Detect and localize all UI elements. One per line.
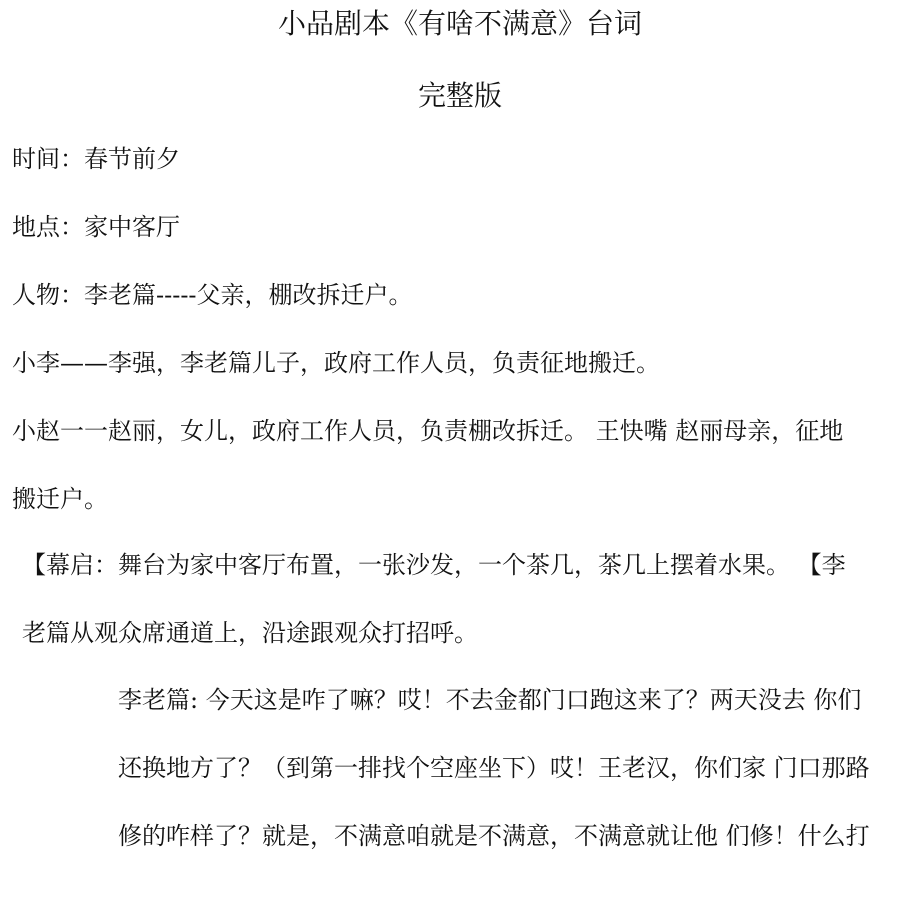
character-line: 搬迁户。 — [12, 485, 108, 513]
document-subtitle: 完整版 — [417, 79, 502, 112]
dialogue-line: 还换地方了？（到第一排找个空座坐下）哎！王老汉，你们家 门口那路 — [118, 754, 870, 782]
dialogue-line: 修的咋样了？就是，不满意咱就是不满意，不满意就让他 们修！什么打 — [118, 822, 870, 850]
character-line: 小李——李强，李老篇儿子，政府工作人员，负责征地搬迁。 — [12, 349, 660, 377]
time-line: 时间：春节前夕 — [12, 145, 180, 173]
character-line: 人物：李老篇-----父亲，棚改拆迁户。 — [12, 281, 413, 309]
stage-direction-line: 【幕启：舞台为家中客厅布置，一张沙发，一个茶几，茶几上摆着水果。 【李 — [22, 551, 846, 579]
place-line: 地点：家中客厅 — [12, 213, 180, 241]
document-title: 小品剧本《有啥不满意》台词 — [277, 7, 642, 40]
stage-direction-line: 老篇从观众席通道上，沿途跟观众打招呼。 — [22, 619, 478, 647]
character-line: 小赵一一赵丽，女儿，政府工作人员，负责棚改拆迁。 王快嘴 赵丽母亲，征地 — [12, 417, 844, 445]
dialogue-line: 李老篇: 今天这是咋了嘛？哎！不去金都门口跑这来了？两天没去 你们 — [118, 686, 862, 714]
